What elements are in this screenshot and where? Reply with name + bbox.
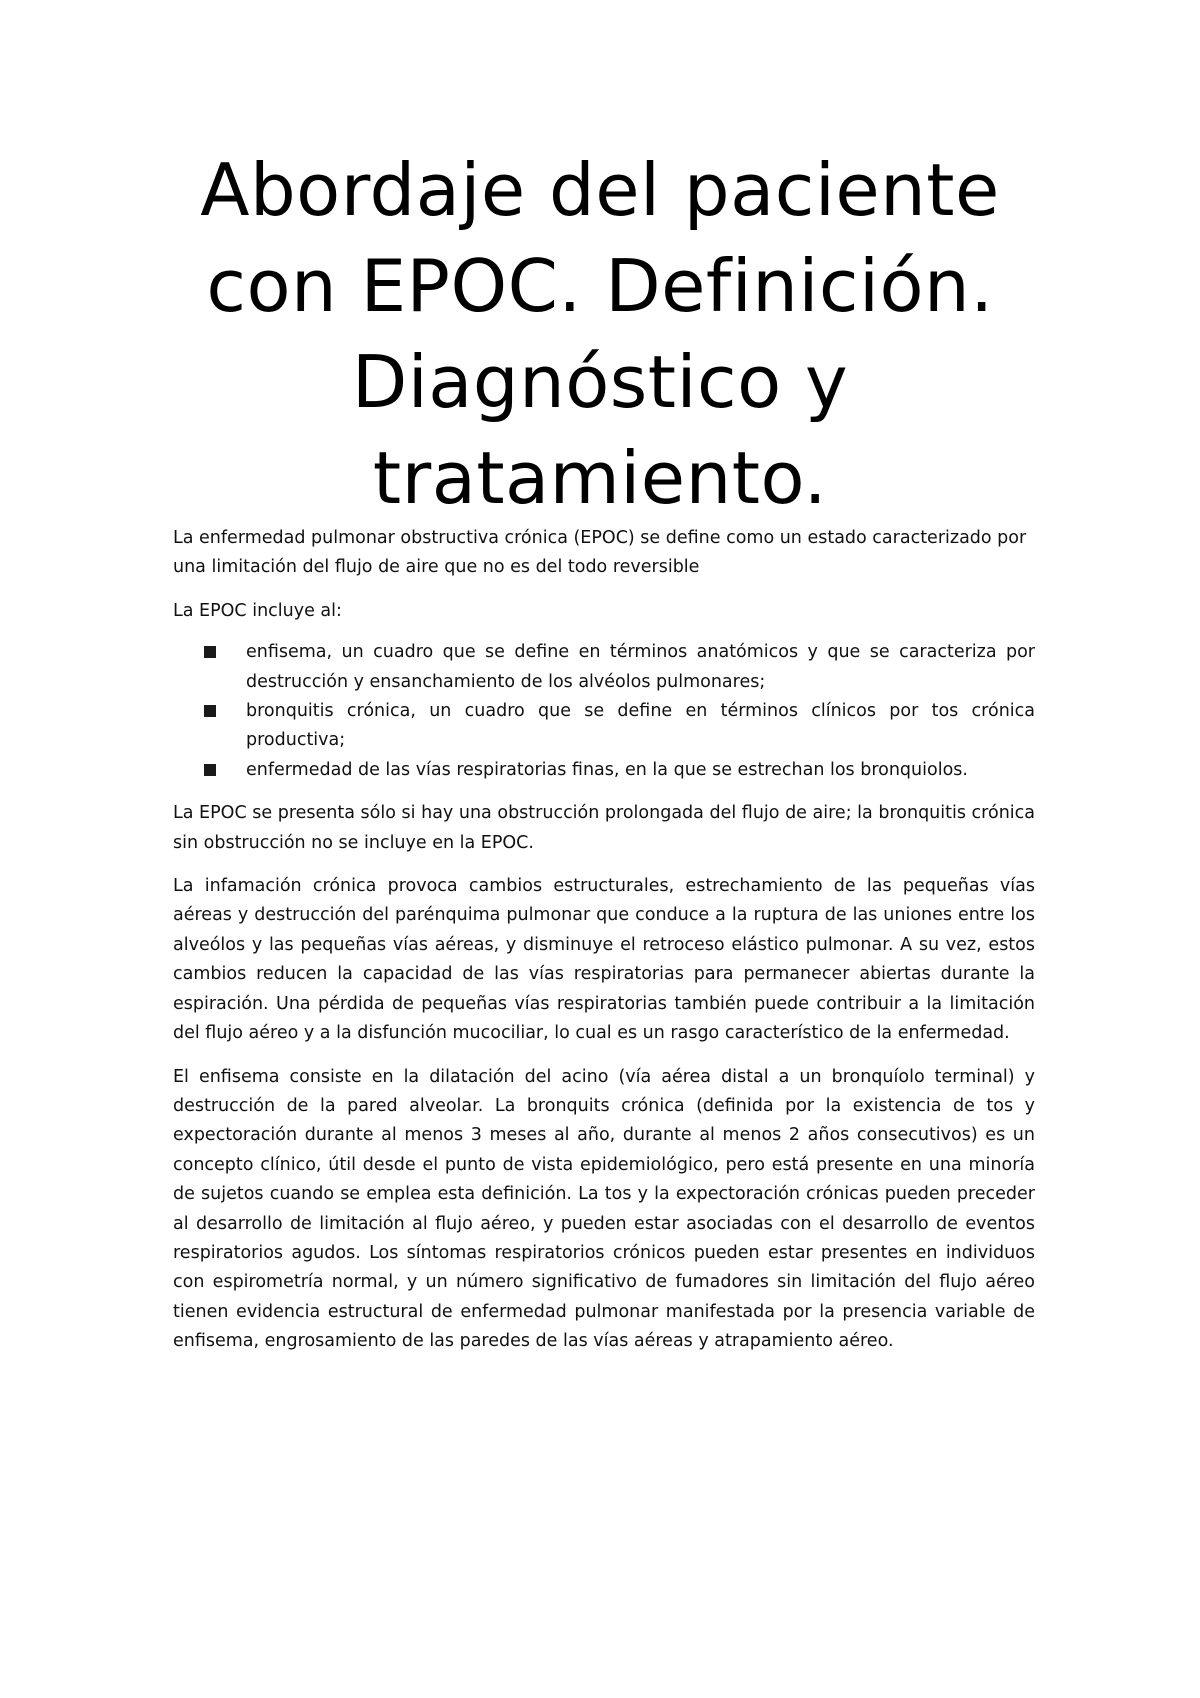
square-bullet-icon — [204, 646, 216, 658]
list-item — [246, 756, 1035, 785]
paragraph-inflammation: La infamación crónica provoca cambios estructurales, estrechamiento de las pequeñas vías aéreas y destrucción del parénquima pulmonar que conduce a la ruptura de las uniones entre los alveólos y las pequeñas vías aéreas, y disminuye el retroceso elástico pulmonar. A su vez, estos cambios reducen la capacidad de las vías respiratorias para permanecer abiertas durante la espiración. Una pérdida de pequeñas vías respiratorias también puede contribuir a la limitación del flujo aéreo y a la disfunción mucociliar, lo cual es un rasgo característico de la enfermedad. — [173, 876, 1035, 1044]
paragraph-definition: La enfermedad pulmonar obstructiva crónica (EPOC) se define como un estado caracterizado por una limitación del flujo de aire que no es del todo reversible — [173, 528, 1027, 578]
list-item — [246, 697, 1035, 756]
title-line-4: tratamiento. — [372, 436, 828, 520]
title-line-2: con EPOC. Definición. — [206, 244, 994, 328]
paragraph-obstruction: La EPOC se presenta sólo si hay una obstrucción prolongada del flujo de aire; la bronquitis crónica sin obstrucción no se incluye en la EPOC. — [173, 803, 1035, 853]
bullet-text-bronchitis: bronquitis crónica, un cuadro que se define en términos clínicos por tos crónica productiva; — [246, 701, 1035, 751]
square-bullet-icon — [204, 705, 216, 717]
paragraph-emphysema: El enfisema consiste en la dilatación del acino (vía aérea distal a un bronquíolo terminal) y destrucción de la pared alveolar. La bronquits crónica (definida por la existencia de tos y expectoración durante al menos 3 meses al año, durante al menos 2 años consecutivos) es un concepto clínico, útil desde el punto de vista epidemiológico, pero está presente en una minoría de sujetos cuando se emplea esta definición. La tos y la expectoración crónicas pueden preceder al desarrollo de limitación al flujo aéreo, y pueden estar asociadas con el desarrollo de eventos respiratorios agudos. Los síntomas respiratorios crónicos pueden estar presentes en individuos con espirometría normal, y un número significativo de fumadores sin limitación del flujo aéreo tienen evidencia estructural de enfermedad pulmonar manifestada por la presencia variable de enfisema, engrosamiento de las paredes de las vías aéreas y atrapamiento aéreo. — [173, 1066, 1035, 1352]
square-bullet-icon — [204, 764, 216, 776]
paragraph-includes-label: La EPOC incluye al: — [173, 600, 342, 621]
list-item — [246, 638, 1035, 697]
bullet-text-emphysema: enfisema, un cuadro que se define en términos anatómicos y que se caracteriza por destrucción y ensanchamiento de los alvéolos pulmonares; — [246, 642, 1035, 692]
document-title — [160, 142, 1040, 526]
document-body — [173, 524, 1035, 1371]
bullet-list — [173, 638, 1035, 785]
title-line-1: Abordaje del paciente — [200, 148, 1000, 232]
title-line-3: Diagnóstico y — [351, 340, 849, 424]
bullet-text-small-airways: enfermedad de las vías respiratorias finas, en la que se estrechan los bronquiolos. — [246, 759, 968, 780]
